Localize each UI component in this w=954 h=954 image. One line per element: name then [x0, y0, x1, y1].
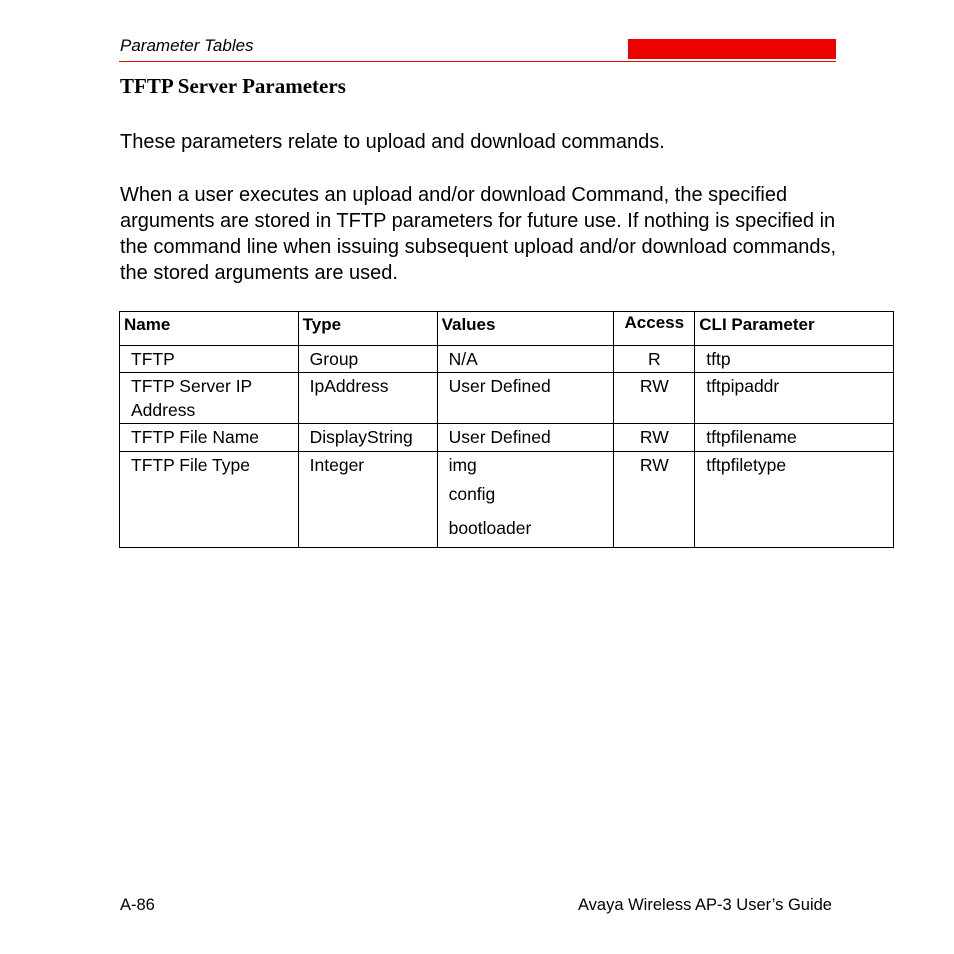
table-row [120, 346, 894, 373]
table-row [120, 373, 894, 424]
table-row [120, 452, 894, 548]
cell-name: TFTP [120, 346, 299, 373]
cell-type: Group [298, 346, 437, 373]
cell-access: RW [614, 424, 695, 452]
value-option: bootloader [448, 518, 532, 538]
tftp-parameters-table [119, 311, 894, 548]
description-paragraph: When a user executes an upload and/or download Command, the specified arguments are stored in TFTP parameters for future use. If nothing is specified in the command line when issuing subsequent upload and/or download commands, the stored arguments are used. [120, 184, 837, 284]
table-row [120, 424, 894, 452]
header-access: Access [614, 312, 695, 346]
cell-access: RW [614, 373, 695, 424]
cell-name: TFTP File Name [120, 424, 299, 452]
running-header: Parameter Tables [120, 36, 254, 55]
cell-cli: tftpfilename [695, 424, 894, 452]
cell-name: TFTP File Type [120, 452, 299, 548]
header-accent-bar [628, 39, 836, 59]
cell-name: TFTP Server IP Address [120, 373, 299, 424]
cell-values: N/A [437, 346, 614, 373]
guide-title: Avaya Wireless AP-3 User’s Guide [577, 896, 832, 914]
cell-cli: tftpipaddr [695, 373, 894, 424]
value-option: config [448, 484, 496, 504]
header-values: Values [437, 312, 614, 346]
cell-access: R [614, 346, 695, 373]
cell-values: User Defined [437, 373, 614, 424]
table-header-row [120, 312, 894, 346]
page-number: A-86 [120, 896, 155, 914]
cell-values: User Defined [437, 424, 614, 452]
cell-type: IpAddress [298, 373, 437, 424]
header-rule [119, 61, 836, 62]
cell-type: Integer [298, 452, 437, 548]
cell-cli: tftpfiletype [695, 452, 894, 548]
cell-cli: tftp [695, 346, 894, 373]
header-cli-parameter: CLI Parameter [695, 312, 894, 346]
intro-paragraph: These parameters relate to upload and download commands. [120, 131, 665, 153]
section-title: TFTP Server Parameters [120, 74, 346, 98]
cell-access: RW [614, 452, 695, 548]
cell-values [437, 452, 614, 548]
value-option: img [448, 455, 477, 475]
header-name: Name [120, 312, 299, 346]
cell-type: DisplayString [298, 424, 437, 452]
header-type: Type [298, 312, 437, 346]
